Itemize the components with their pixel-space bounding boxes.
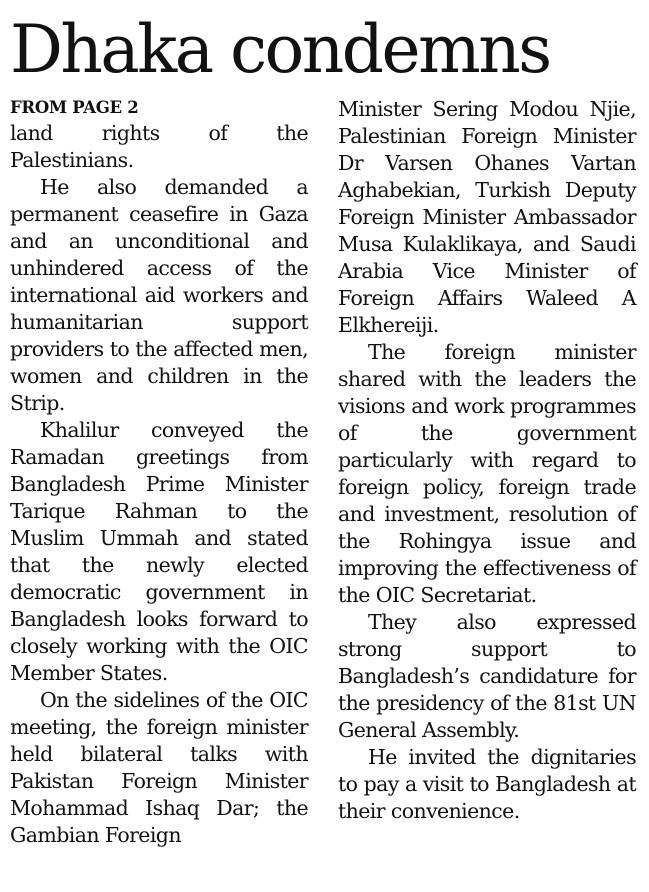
paragraph: The foreign minister shared with the leaders the visions and work programmes of the government particularly with regard to foreign policy, foreign trade and investment, resolution of the Rohingya issue and improving the effectiveness of the OIC Secretariat. <box>338 340 636 607</box>
continuation-kicker: FROM PAGE 2 <box>10 98 139 117</box>
headline: Dhaka condemns <box>10 11 550 88</box>
paragraph: They also expressed strong support to Bangladesh’s candidature for the presidency of the 81st UN General Assembly. <box>338 610 636 742</box>
paragraph: He also demanded a permanent ceasefire in Gaza and an unconditional and unhindered access of the international aid workers and humanitarian support providers to the affected men, women and children in the Strip. <box>10 175 308 415</box>
paragraph: On the sidelines of the OIC meeting, the foreign minister held bilateral talks with Pakistan Foreign Minister Mohammad Ishaq Dar; the Gambian Foreign <box>10 688 308 847</box>
paragraph: land rights of the Palestinians. <box>10 121 308 172</box>
paragraph: He invited the dignitaries to pay a visit to Bangladesh at their convenience. <box>338 745 636 823</box>
article-column-right <box>338 96 636 825</box>
paragraph: Khalilur conveyed the Ramadan greetings from Bangladesh Prime Minister Tarique Rahman to the Muslim Ummah and stated that the newly elected democratic government in Bangladesh looks forward to closely working with the OIC Member States. <box>10 418 308 685</box>
paragraph: Minister Sering Modou Njie, Palestinian Foreign Minister Dr Varsen Ohanes Vartan Aghabekian, Turkish Deputy Foreign Minister Ambassador Musa Kulaklikaya, and Saudi Arabia Vice Minister of Foreign Affairs Waleed A Elkhereiji. <box>338 97 636 337</box>
article-column-left <box>10 96 308 849</box>
